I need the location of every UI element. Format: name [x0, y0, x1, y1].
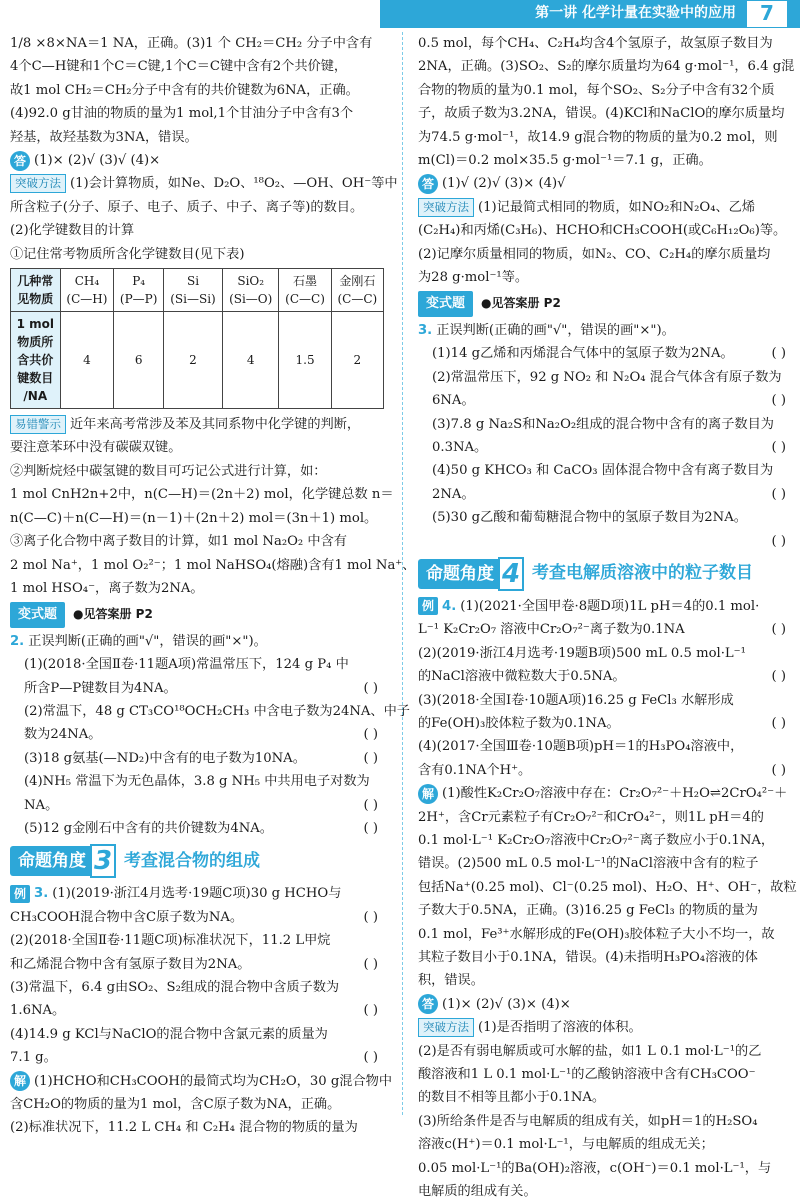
text-line: 故1 mol CH₂＝CH₂分子中含有的共价键数为6NA，正确。: [10, 82, 359, 98]
table-cell: 金刚石 (C—C): [331, 269, 383, 312]
text-line: (3)(2018·全国Ⅰ卷·10题A项)16.25 g FeCl₃ 水解形成: [418, 692, 734, 708]
text-line: NA。 ( ): [10, 794, 384, 817]
text-line: 子数大于0.5NA，正确。(3)16.25 g FeCl₃ 的物质的量为: [418, 903, 758, 919]
text-line: (3)7.8 g Na₂S和Na₂O₂组成的混合物中含有的离子数目为: [432, 416, 774, 432]
method-line: 突破方法 (1)是否指明了溶液的体积。: [418, 1016, 792, 1039]
answer-blank[interactable]: ( ): [771, 486, 786, 502]
text-line: 2 mol Na⁺，1 mol O₂²⁻；1 mol NaHSO₄(熔融)含有1 mol Na⁺、: [10, 557, 416, 573]
answer-ref: ●见答案册 P2: [73, 607, 153, 622]
angle-number: 4: [498, 557, 524, 591]
text-line: 0.1 mol·L⁻¹ K₂Cr₂O₇溶液中Cr₂O₇²⁻离子数应小于0.1NA，: [418, 833, 775, 848]
variant-header: [418, 291, 792, 316]
method-line: 突破方法 (1)记最简式相同的物质，如NO₂和N₂O₄、乙烯: [418, 196, 792, 219]
table-cell: P₄ (P—P): [114, 269, 164, 312]
answer-blank[interactable]: ( ): [771, 393, 786, 409]
answer-ref: ●见答案册 P2: [481, 296, 561, 311]
variant-tag: 变式题: [10, 602, 65, 627]
example-tag: 例: [418, 597, 438, 615]
angle-label: 命题角度: [418, 559, 498, 589]
text-line: (1)14 g乙烯和丙烯混合气体中的氢原子数为2NA。 ( ): [418, 342, 792, 365]
left-column: [10, 32, 416, 1140]
angle-number: 3: [90, 844, 116, 878]
text-line: 含CH₂O的物质的量为1 mol，含C原子数为NA，正确。: [10, 1097, 341, 1113]
text-line: (4)14.9 g KCl与NaClO的混合物中含氯元素的质量为: [10, 1026, 328, 1042]
table-cell: 4: [60, 312, 114, 409]
text-line: 和乙烯混合物中含有氢原子数目为2NA。 ( ): [10, 953, 384, 976]
solution-line: 解 (1)HCHO和CH₃COOH的最简式均为CH₂O，30 g混合物中: [10, 1070, 384, 1093]
text-line: 1/8 ×8×NA＝1 NA，正确。(3)1 个 CH₂＝CH₂ 分子中含有: [10, 36, 373, 51]
answer-tag: 答: [10, 151, 30, 171]
column-divider: [402, 32, 403, 1115]
answer-line: 答 (1)× (2)√ (3)× (4)×: [418, 993, 792, 1016]
table-cell: 石墨 (C—C): [279, 269, 331, 312]
example-line: 例 3. (1)(2019·浙江4月选考·19题C项)30 g HCHO与: [10, 882, 384, 905]
chapter-title: 第一讲 化学计量在实验中的应用: [535, 5, 736, 22]
text-line: (2)记摩尔质量相同的物质，如N₂、CO、C₂H₄的摩尔质量均: [418, 246, 771, 262]
section-angle-4: [418, 557, 792, 591]
answer-text: (1)× (2)√ (3)√ (4)×: [34, 153, 161, 169]
answer-blank[interactable]: ( ): [771, 762, 786, 778]
text-line: n(C—C)＋n(C—H)＝(n－1)＋(2n＋2) mol＝(3n＋1) mol。: [10, 510, 378, 526]
text-line: 其粒子数目小于0.1NA，错误。(4)未指明H₃PO₄溶液的体: [418, 950, 758, 966]
text-line: 的NaCl溶液中微粒数大于0.5NA。 ( ): [418, 665, 792, 688]
method-tag: 突破方法: [418, 1018, 474, 1037]
question-line: 2. 正误判断(正确的画"√"，错误的画"×")。: [10, 633, 267, 649]
variant-header: [10, 602, 384, 627]
text-line: 积，错误。: [418, 973, 484, 989]
page-number: 7: [746, 0, 788, 28]
warning-line: 易错警示 近年来高考常涉及苯及其同系物中化学键的判断，: [10, 413, 384, 436]
method-tag: 突破方法: [10, 174, 66, 193]
solution-tag: 解: [418, 784, 438, 804]
text-line: [418, 530, 792, 553]
text-line: 电解质的组成有关。: [418, 1184, 537, 1200]
answer-line: [10, 149, 384, 172]
page-header: [380, 0, 800, 28]
right-column: [418, 32, 797, 1204]
answer-blank[interactable]: ( ): [771, 439, 786, 455]
table-cell: Si (Si—Si): [164, 269, 223, 312]
example-line: 例 4. (1)(2021·全国甲卷·8题D项)1L pH＝4的0.1 mol·: [418, 595, 792, 618]
answer-tag: 答: [418, 994, 438, 1014]
text-line: 0.05 mol·L⁻¹的Ba(OH)₂溶液，c(OH⁻)＝0.1 mol·L⁻¹，与: [418, 1160, 772, 1176]
text-line: 2NA，正确。(3)SO₂、S₂的摩尔质量均为64 g·mol⁻¹，6.4 g混: [418, 59, 795, 75]
question-line: 3. 正误判断(正确的画"√"，错误的画"×")。: [418, 322, 675, 338]
text-line: 酸溶液和1 L 0.1 mol·L⁻¹的乙酸钠溶液中含有CH₃COO⁻: [418, 1067, 756, 1083]
text-line: 所含P—P键数目为4NA。 ( ): [10, 677, 384, 700]
text-line: (2)常温下，48 g CT₃CO¹⁸OCH₂CH₃ 中含电子数为24NA、中子: [24, 703, 410, 719]
text-line: m(Cl)＝0.2 mol×35.5 g·mol⁻¹＝7.1 g，正确。: [418, 153, 712, 169]
text-line: (2)(2019·浙江4月选考·19题B项)500 mL 0.5 mol·L⁻¹: [418, 645, 746, 661]
text-line: (2)常温常压下，92 g NO₂ 和 N₂O₄ 混合气体含有原子数为: [432, 369, 782, 385]
text-line: (2)(2018·全国Ⅱ卷·11题C项)标准状况下，11.2 L甲烷: [10, 933, 331, 949]
example-tag: 例: [10, 885, 30, 903]
text-line: 0.5 mol，每个CH₄、C₂H₄均含4个氢原子，故氢原子数目为: [418, 36, 773, 51]
text-line: 2NA。 ( ): [418, 483, 792, 506]
answer-blank[interactable]: ( ): [771, 715, 786, 731]
answer-blank[interactable]: ( ): [363, 1003, 378, 1019]
table-cell: 4: [223, 312, 279, 409]
answer-blank[interactable]: ( ): [771, 669, 786, 685]
answer-blank[interactable]: ( ): [363, 956, 378, 972]
text-line: (3)所给条件是否与电解质的组成有关，如pH＝1的H₂SO₄: [418, 1113, 758, 1129]
angle-title: 考查电解质溶液中的粒子数目: [532, 563, 753, 584]
text-line: ③离子化合物中离子数目的计算，如1 mol Na₂O₂ 中含有: [10, 534, 347, 550]
text-line: 溶液c(H⁺)＝0.1 mol·L⁻¹，与电解质的组成无关；: [418, 1137, 714, 1153]
text-line: (2)标准状况下，11.2 L CH₄ 和 C₂H₄ 混合物的物质的量为: [10, 1120, 358, 1136]
text-line: 为74.5 g·mol⁻¹，故14.9 g混合物的物质的量为0.2 mol，则: [418, 129, 778, 145]
solution-tag: 解: [10, 1071, 30, 1091]
text-line: 0.3NA。 ( ): [418, 436, 792, 459]
text-line: (C₂H₄)和丙烯(C₃H₆)、HCHO和CH₃COOH(或C₆H₁₂O₆)等。: [418, 223, 787, 239]
text-line: 的Fe(OH)₃胶体粒子数为0.1NA。 ( ): [418, 712, 792, 735]
text-line: 数为24NA。 ( ): [10, 723, 384, 746]
table-cell: CH₄ (C—H): [60, 269, 114, 312]
text-line: (3)18 g氨基(—ND₂)中含有的电子数为10NA。 ( ): [10, 747, 384, 770]
text-line: L⁻¹ K₂Cr₂O₇ 溶液中Cr₂O₇²⁻离子数为0.1NA ( ): [418, 618, 792, 641]
text-line: (1)(2018·全国Ⅱ卷·11题A项)常温常压下，124 g P₄ 中: [24, 657, 349, 673]
text-line: 羟基，故羟基数为3NA，错误。: [10, 129, 198, 145]
text-line: 4个C—H键和1个C＝C键,1个C＝C键中含有2个共价键，: [10, 59, 348, 75]
angle-label: 命题角度: [10, 846, 90, 876]
method-line: 突破方法 (1)会计算物质，如Ne、D₂O、¹⁸O₂、—OH、OH⁻等中: [10, 172, 384, 195]
bond-count-table: [10, 268, 384, 409]
answer-blank[interactable]: ( ): [363, 680, 378, 696]
answer-blank[interactable]: ( ): [363, 1050, 378, 1066]
angle-title: 考查混合物的组成: [124, 850, 260, 871]
answer-tag: 答: [418, 174, 438, 194]
text-line: 0.1 mol，Fe³⁺水解形成的Fe(OH)₃胶体粒子大小不均一，故: [418, 926, 775, 942]
text-line: CH₃COOH混合物中含C原子数为NA。 ( ): [10, 906, 384, 929]
text-line: (4)(2017·全国Ⅲ卷·10题B项)pH＝1的H₃PO₄溶液中，: [418, 739, 744, 755]
method-tag: 突破方法: [418, 198, 474, 217]
answer-blank[interactable]: ( ): [363, 750, 378, 766]
text-line: 包括Na⁺(0.25 mol)、Cl⁻(0.25 mol)、H₂O、H⁺、OH⁻，故粒: [418, 879, 797, 895]
answer-blank[interactable]: ( ): [771, 533, 786, 549]
text-line: (2)化学键数目的计算: [10, 223, 135, 239]
answer-blank[interactable]: ( ): [363, 797, 378, 813]
text-line: 1.6NA。 ( ): [10, 999, 384, 1022]
answer-blank[interactable]: ( ): [771, 622, 786, 638]
text-line: 2H⁺，含Cr元素粒子有Cr₂O₇²⁻和CrO₄²⁻，则1L pH＝4的: [418, 809, 764, 825]
answer-blank[interactable]: ( ): [771, 346, 786, 362]
text-line: (4)92.0 g甘油的物质的量为1 mol,1个甘油分子中含有3个: [10, 106, 354, 122]
section-angle-3: [10, 844, 384, 878]
text-line: 1 mol CnH2n+2中，n(C—H)＝(2n＋2) mol，化学键总数 n＝: [10, 487, 394, 503]
variant-tag: 变式题: [418, 291, 473, 316]
text-line: 含有0.1NA个H⁺。 ( ): [418, 759, 792, 782]
answer-line: 答 (1)√ (2)√ (3)× (4)√: [418, 172, 792, 195]
text-line: 子，故质子数为3.2NA，错误。(4)KCl和NaClO的摩尔质量均: [418, 106, 785, 122]
text-line: (5)12 g金刚石中含有的共价键数为4NA。 ( ): [10, 817, 384, 840]
table-cell: 2: [164, 312, 223, 409]
text-line: 所含粒子(分子、原子、电子、质子、中子、离子等)的数目。: [10, 199, 364, 215]
text-line: 1 mol HSO₄⁻，离子数为2NA。: [10, 580, 204, 596]
table-cell: 2: [331, 312, 383, 409]
text-line: 的数目不相等且都小于0.1NA。: [418, 1090, 606, 1106]
text-line: ②判断烷烃中碳氢键的数目可巧记公式进行计算，如：: [10, 463, 327, 479]
table-cell: SiO₂ (Si—O): [223, 269, 279, 312]
text-line: 合物的物质的量为0.1 mol，每个SO₂、S₂分子中含有32个质: [418, 82, 775, 98]
answer-blank[interactable]: ( ): [363, 909, 378, 925]
solution-line: 解 (1)酸性K₂Cr₂O₇溶液中存在：Cr₂O₇²⁻＋H₂O⇌2CrO₄²⁻＋: [418, 782, 792, 805]
text-line: (4)50 g KHCO₃ 和 CaCO₃ 固体混合物中含有离子数目为: [432, 463, 774, 479]
text-line: (4)NH₅ 常温下为无色晶体，3.8 g NH₅ 中共用电子对数为: [24, 774, 370, 790]
table-row-label: 1 mol 物质所 含共价 键数目 /NA: [11, 312, 61, 409]
table-header-label: 几种常 见物质: [11, 269, 61, 312]
text-line: 错误。(2)500 mL 0.5 mol·L⁻¹的NaCl溶液中含有的粒子: [418, 856, 759, 872]
text-line: (5)30 g乙酸和葡萄糖混合物中的氢原子数目为2NA。: [432, 510, 747, 526]
text-line: 要注意苯环中没有碳碳双键。: [10, 440, 182, 456]
text-line: (3)常温下，6.4 g由SO₂、S₂组成的混合物中含质子数为: [10, 980, 340, 995]
warning-tag: 易错警示: [10, 415, 66, 434]
table-cell: 1.5: [279, 312, 331, 409]
text-line: (2)是否有弱电解质或可水解的盐，如1 L 0.1 mol·L⁻¹的乙: [418, 1043, 762, 1059]
text-line: 7.1 g。 ( ): [10, 1046, 384, 1069]
table-cell: 6: [114, 312, 164, 409]
answer-blank[interactable]: ( ): [363, 727, 378, 743]
text-line: 为28 g·mol⁻¹等。: [418, 270, 529, 286]
header-edge: [788, 0, 800, 28]
text-line: ①记住常考物质所含化学键数目(见下表): [10, 246, 245, 262]
answer-blank[interactable]: ( ): [363, 820, 378, 836]
text-line: 6NA。 ( ): [418, 389, 792, 412]
